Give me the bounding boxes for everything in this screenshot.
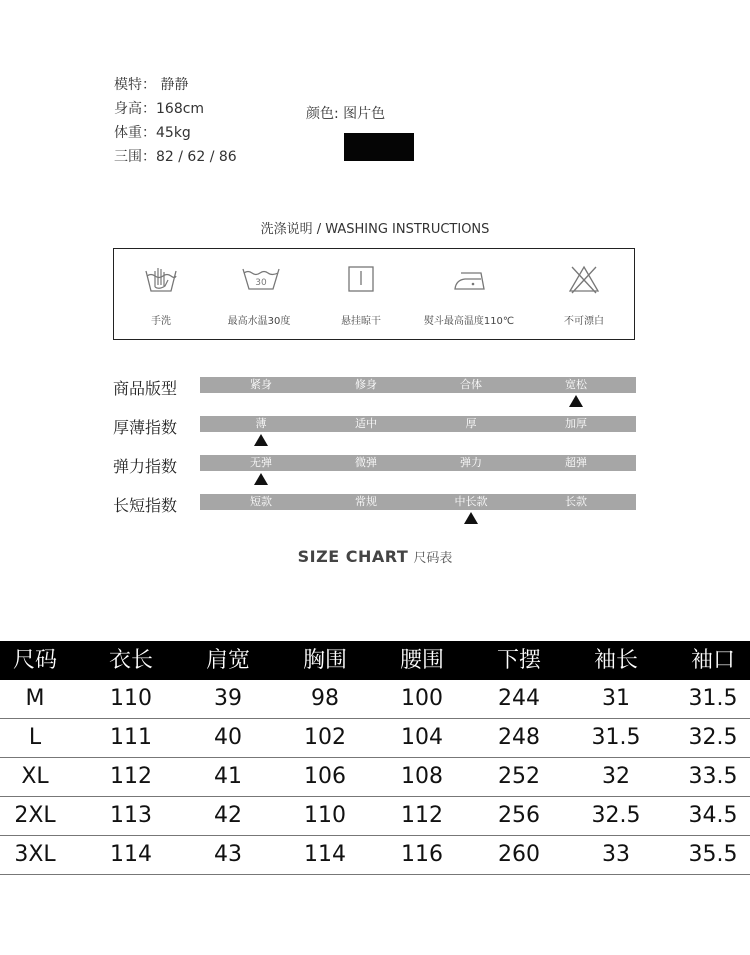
selected-marker-icon <box>464 512 478 524</box>
table-cell: 42 <box>214 803 242 828</box>
selected-marker-icon <box>569 395 583 407</box>
svg-text:30: 30 <box>255 278 267 288</box>
table-cell: 113 <box>110 803 152 828</box>
index-bar <box>200 494 636 510</box>
table-cell: 106 <box>304 764 346 789</box>
wash-30-icon <box>241 263 281 293</box>
header-cell: 胸围 <box>302 648 347 673</box>
wash-label: 悬挂晾干 <box>341 316 381 327</box>
table-cell: 114 <box>110 842 152 867</box>
header-cell: 袖长 <box>593 648 638 673</box>
size-chart-title-zh: 尺码表 <box>413 551 453 566</box>
table-cell: 2XL <box>14 803 56 828</box>
index-bar <box>200 455 636 471</box>
table-cell: 35.5 <box>688 842 738 867</box>
header-cell: 肩宽 <box>205 648 250 673</box>
iron-icon <box>451 263 491 295</box>
table-cell: 3XL <box>14 842 56 867</box>
index-label: 厚薄指数 <box>113 418 178 437</box>
washing-title: 洗涤说明 / WASHING INSTRUCTIONS <box>260 222 490 237</box>
hand-wash-icon <box>143 263 179 295</box>
table-cell: L <box>28 725 42 750</box>
hang-dry-icon <box>343 263 379 295</box>
index-option: 厚 <box>465 417 477 430</box>
header-cell: 袖口 <box>690 648 735 673</box>
table-cell: 33 <box>602 842 630 867</box>
color-swatch <box>344 133 414 161</box>
index-label: 长短指数 <box>113 496 178 515</box>
table-cell: XL <box>21 764 49 789</box>
color-label: 颜色: 图片色 <box>306 106 386 122</box>
table-cell: 98 <box>311 686 339 711</box>
index-option: 短款 <box>250 495 272 508</box>
table-cell: 41 <box>214 764 242 789</box>
table-cell: 114 <box>304 842 346 867</box>
table-cell: 40 <box>214 725 242 750</box>
wash-label: 熨斗最高温度110℃ <box>423 316 515 327</box>
index-option: 紧身 <box>250 378 272 391</box>
wash-item <box>404 249 534 339</box>
index-option: 合体 <box>460 378 482 391</box>
table-cell: 112 <box>110 764 152 789</box>
wash-item <box>519 249 649 339</box>
table-cell: 32.5 <box>688 725 738 750</box>
index-option: 适中 <box>355 417 377 430</box>
header-cell: 衣长 <box>108 648 153 673</box>
index-option: 宽松 <box>565 378 587 391</box>
table-cell: 33.5 <box>688 764 738 789</box>
wash-label: 最高水温30度 <box>227 316 291 327</box>
no-bleach-icon <box>566 263 602 295</box>
model-name: 模特： 静静 <box>114 77 189 93</box>
table-cell: 100 <box>401 686 443 711</box>
table-cell: 111 <box>110 725 152 750</box>
index-option: 薄 <box>255 417 267 430</box>
header-cell: 下摆 <box>496 648 541 673</box>
table-cell: 32 <box>602 764 630 789</box>
table-cell: 32.5 <box>591 803 641 828</box>
table-cell: 116 <box>401 842 443 867</box>
wash-label: 不可漂白 <box>564 316 604 327</box>
index-label: 商品版型 <box>113 379 178 398</box>
table-cell: 43 <box>214 842 242 867</box>
table-row <box>0 797 750 836</box>
selected-marker-icon <box>254 434 268 446</box>
table-cell: 39 <box>214 686 242 711</box>
table-cell: 260 <box>498 842 540 867</box>
table-cell: 110 <box>110 686 152 711</box>
index-option: 弹力 <box>460 456 482 469</box>
table-cell: 252 <box>498 764 540 789</box>
model-measurements: 三围：82 / 62 / 86 <box>114 149 237 165</box>
table-cell: 110 <box>304 803 346 828</box>
index-option: 中长款 <box>454 495 488 508</box>
table-cell: 31.5 <box>688 686 738 711</box>
table-cell: 102 <box>304 725 346 750</box>
index-option: 微弹 <box>355 456 377 469</box>
index-option: 修身 <box>355 378 377 391</box>
table-header <box>0 641 750 680</box>
header-cell: 腰围 <box>399 648 444 673</box>
table-cell: 248 <box>498 725 540 750</box>
model-height: 身高：168cm <box>114 101 205 117</box>
table-row <box>0 719 750 758</box>
index-option: 长款 <box>565 495 587 508</box>
table-cell: 31 <box>602 686 630 711</box>
table-row <box>0 680 750 719</box>
size-chart-title-en: SIZE CHART <box>297 547 409 566</box>
table-cell: 112 <box>401 803 443 828</box>
table-row <box>0 758 750 797</box>
index-option: 无弹 <box>250 456 272 469</box>
index-option: 常规 <box>355 495 377 508</box>
size-table <box>0 641 750 875</box>
header-cell: 尺码 <box>12 648 57 673</box>
selected-marker-icon <box>254 473 268 485</box>
index-bar <box>200 377 636 393</box>
table-row <box>0 836 750 875</box>
index-option: 加厚 <box>565 417 587 430</box>
table-cell: 104 <box>401 725 443 750</box>
washing-instructions-box <box>113 248 635 340</box>
index-option: 超弹 <box>565 456 587 469</box>
table-cell: 31.5 <box>591 725 641 750</box>
table-cell: 34.5 <box>688 803 738 828</box>
size-chart-title <box>0 547 750 566</box>
table-cell: 108 <box>401 764 443 789</box>
table-cell: M <box>25 686 45 711</box>
index-label: 弹力指数 <box>113 457 178 476</box>
table-cell: 244 <box>498 686 540 711</box>
wash-label: 手洗 <box>151 316 171 327</box>
model-weight: 体重：45kg <box>114 125 191 141</box>
table-cell: 256 <box>498 803 540 828</box>
index-bar <box>200 416 636 432</box>
